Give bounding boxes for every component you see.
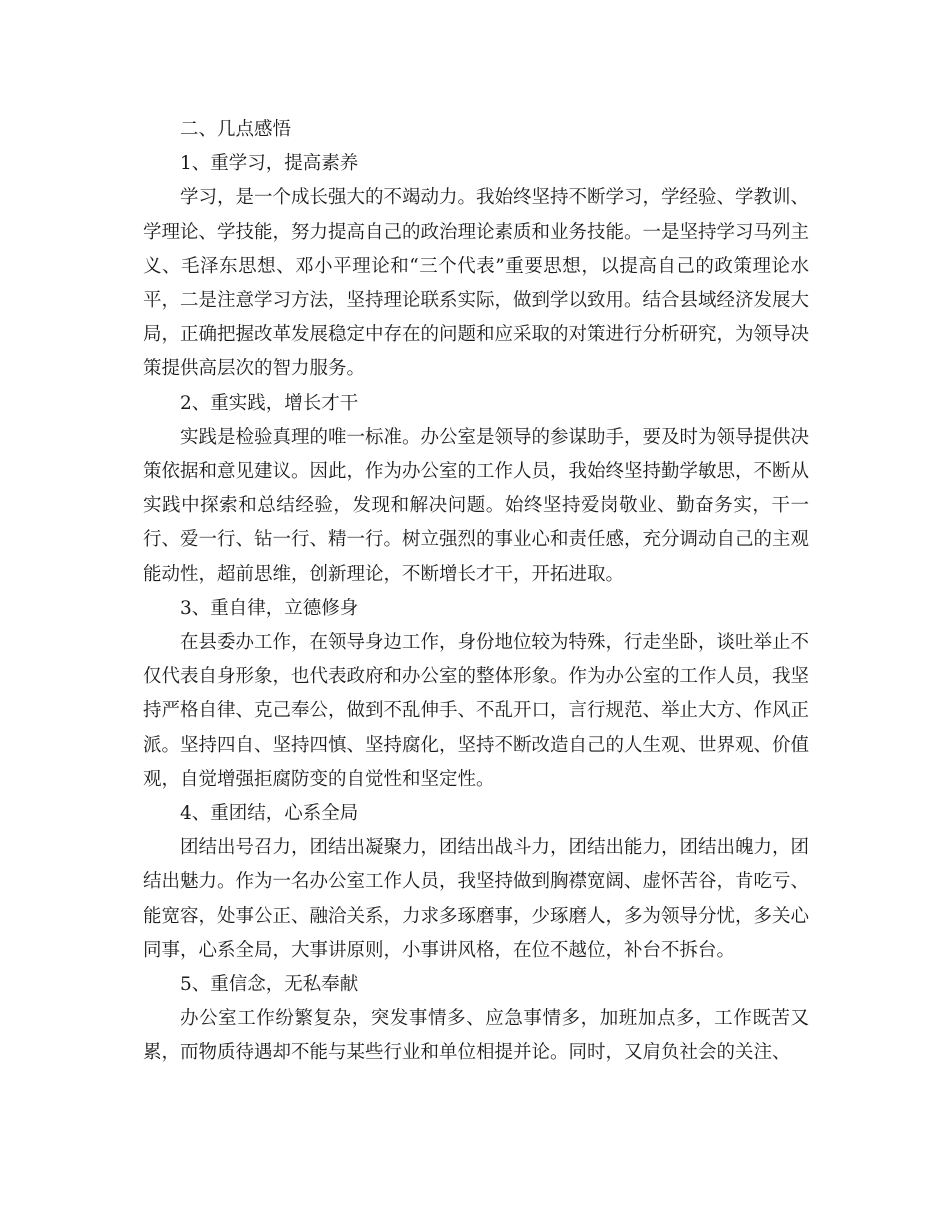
paragraph-2: 实践是检验真理的唯一标准。办公室是领导的参谋助手，要及时为领导提供决策依据和意见建议。因此，作为办公室的工作人员，我始终坚持勤学敏思，不断从实践中探索和总结经验，发现和解决问题。始终坚持爱岗敬业、勤奋务实，干一行、爱一行、钻一行、精一行。树立强烈的事业心和责任感，充分调动自己的主观能动性，超前思维，创新理论，不断增长才干，开拓进取。 (143, 426, 810, 585)
subsection-heading-4: 4、重团结，心系全局 (180, 803, 359, 825)
paragraph-5: 办公室工作纷繁复杂，突发事情多、应急事情多，加班加点多，工作既苦又累，而物质待遇却不能与某些行业和单位相提并论。同时，又肩负社会的关注、 (143, 1008, 809, 1064)
section-title: 二、几点感悟 (180, 119, 292, 140)
subsection-heading-3: 3、重自律，立德修身 (180, 597, 359, 619)
paragraph-3: 在县委办工作，在领导身边工作，身份地位较为特殊，行走坐卧，谈吐举止不仅代表自身形象，也代表政府和办公室的整体形象。作为办公室的工作人员，我坚持严格自律、克己奉公，做到不乱伸手、不乱开口，言行规范、举止大方、作风正派。坚持四自、坚持四慎、坚持腐化，坚持不断改造自己的人生观、世界观、价值观，自觉增强拒腐防变的自觉性和坚定性。 (143, 632, 810, 790)
paragraph-4: 团结出号召力，团结出凝聚力，团结出战斗力，团结出能力，团结出魄力，团结出魅力。作为一名办公室工作人员，我坚持做到胸襟宽阔、虚怀苦谷，肯吃亏、能宽容，处事公正、融洽关系，力求多琢磨事，少琢磨人，多为领导分忧，多关心同事，心系全局，大事讲原则，小事讲风格，在位不越位，补台不拆台。 (143, 837, 810, 961)
document-body (143, 113, 809, 1071)
subsection-heading-1: 1、重学习，提高素养 (180, 153, 359, 175)
paragraph-1: 学习，是一个成长强大的不竭动力。我始终坚持不断学习，学经验、学教训、学理论、学技能，努力提高自己的政治理论素质和业务技能。一是坚持学习马列主义、毛泽东思想、邓小平理论和“三个代表”重要思想，以提高自己的政策理论水平，二是注意学习方法，坚持理论联系实际，做到学以致用。结合县域经济发展大局，正确把握改革发展稳定中存在的问题和应采取的对策进行分析研究，为领导决策提供高层次的智力服务。 (143, 187, 810, 380)
subsection-heading-5: 5、重信念，无私奉献 (180, 974, 359, 996)
subsection-heading-2: 2、重实践，增长才干 (180, 392, 359, 414)
